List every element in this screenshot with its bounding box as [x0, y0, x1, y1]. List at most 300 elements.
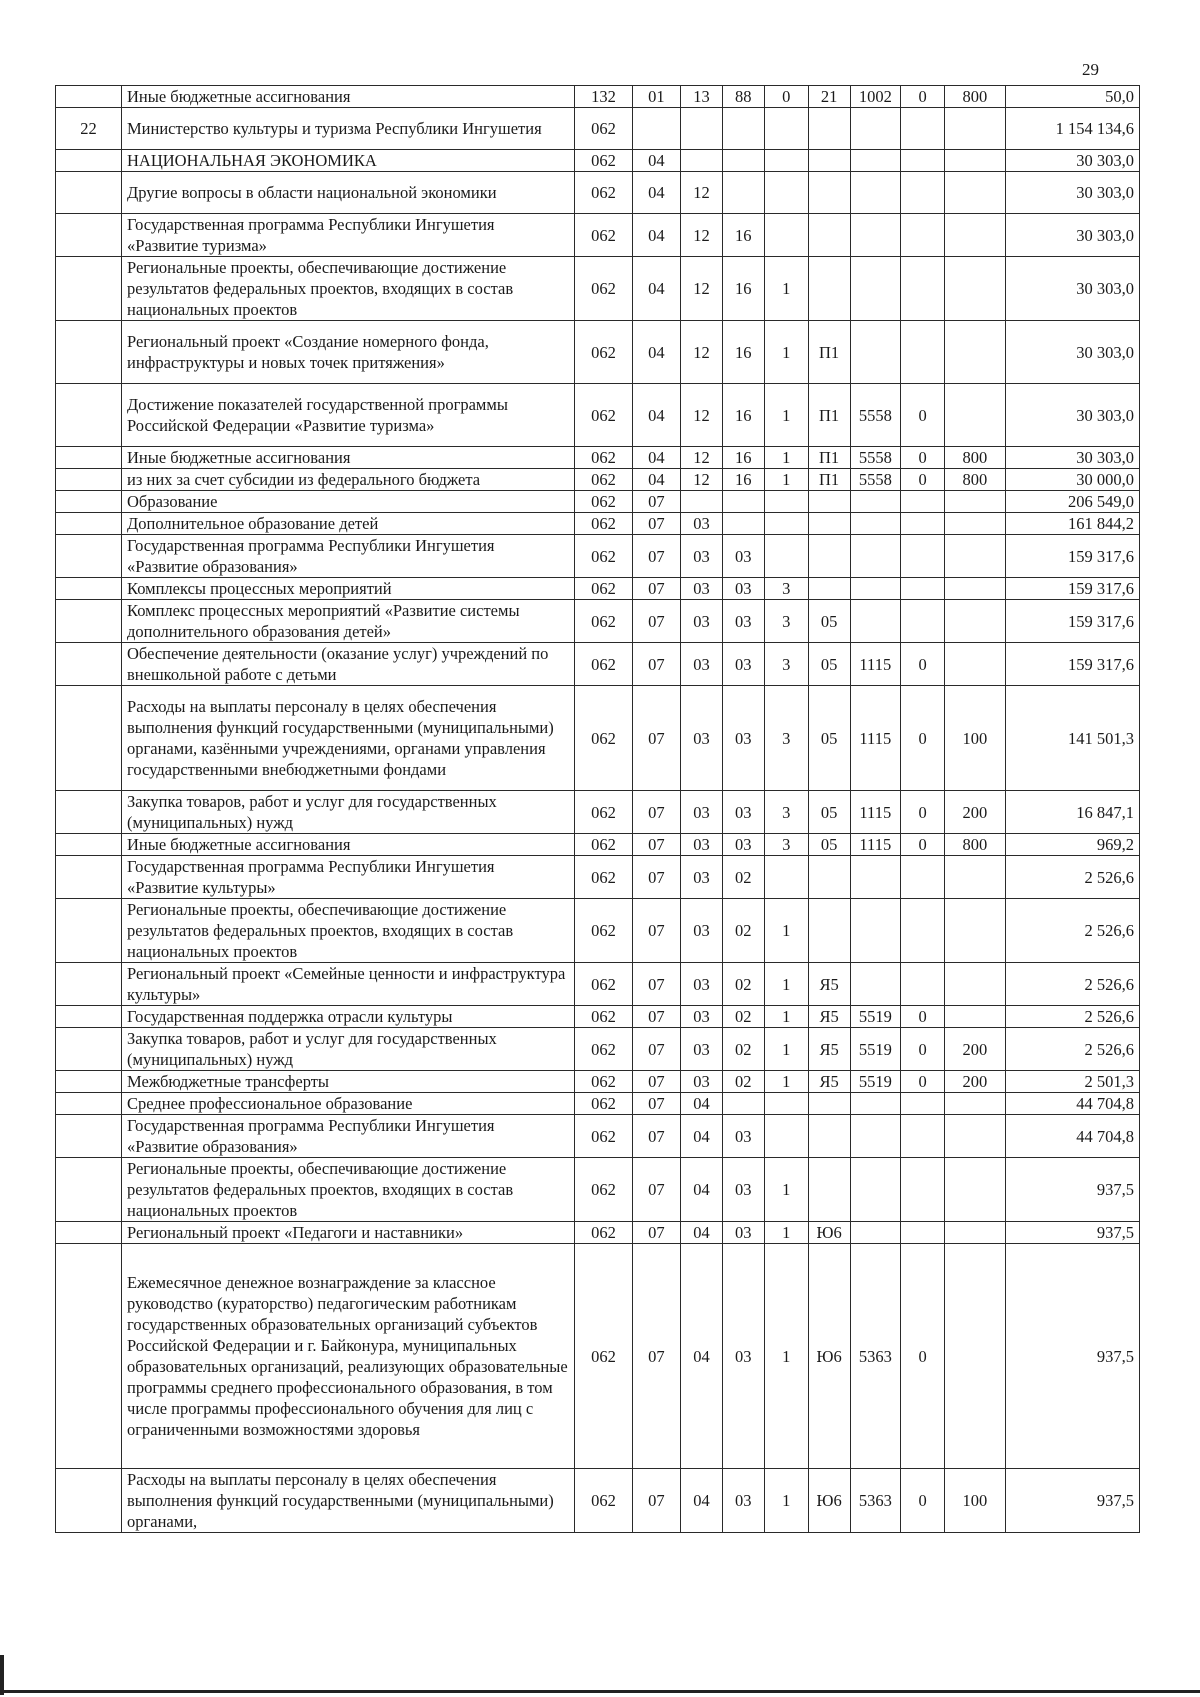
- code-cell: 04: [681, 1244, 723, 1469]
- table-row: [56, 214, 1140, 257]
- code-cell: [901, 1115, 945, 1158]
- table-row: [56, 643, 1140, 686]
- row-name: Достижение показателей государственной программы Российской Федерации «Развитие туризма»: [122, 384, 575, 447]
- code-cell: 5363: [850, 1244, 901, 1469]
- row-name: Государственная программа Республики Ингушетия «Развитие образования»: [122, 535, 575, 578]
- row-index: [56, 1115, 122, 1158]
- row-name: Образование: [122, 491, 575, 513]
- code-cell: 02: [722, 856, 764, 899]
- code-cell: 062: [575, 447, 632, 469]
- code-cell: [808, 535, 850, 578]
- table-row: [56, 108, 1140, 150]
- code-cell: 04: [681, 1093, 723, 1115]
- code-cell: [945, 513, 1006, 535]
- code-cell: 03: [722, 535, 764, 578]
- code-cell: [945, 535, 1006, 578]
- code-cell: [945, 214, 1006, 257]
- code-cell: 0: [764, 86, 808, 108]
- code-cell: [764, 856, 808, 899]
- row-index: [56, 86, 122, 108]
- row-name: Региональный проект «Семейные ценности и инфраструктура культуры»: [122, 963, 575, 1006]
- row-amount: 1 154 134,6: [1005, 108, 1139, 150]
- row-index: [56, 447, 122, 469]
- code-cell: 03: [681, 686, 723, 791]
- code-cell: 062: [575, 214, 632, 257]
- budget-table: [55, 85, 1140, 1533]
- row-name: Расходы на выплаты персоналу в целях обеспечения выполнения функций государственными (муниципальными) органами,: [122, 1469, 575, 1533]
- code-cell: [722, 150, 764, 172]
- code-cell: П1: [808, 321, 850, 384]
- code-cell: 04: [632, 469, 680, 491]
- row-name: Региональные проекты, обеспечивающие достижение результатов федеральных проектов, входящих в состав национальных проектов: [122, 1158, 575, 1222]
- code-cell: 1: [764, 384, 808, 447]
- code-cell: [945, 1158, 1006, 1222]
- code-cell: [850, 172, 901, 214]
- row-name: Межбюджетные трансферты: [122, 1071, 575, 1093]
- code-cell: 062: [575, 257, 632, 321]
- code-cell: 200: [945, 1071, 1006, 1093]
- code-cell: 04: [632, 321, 680, 384]
- row-amount: 159 317,6: [1005, 600, 1139, 643]
- code-cell: [850, 150, 901, 172]
- code-cell: [901, 257, 945, 321]
- code-cell: [808, 257, 850, 321]
- code-cell: [901, 1093, 945, 1115]
- code-cell: [901, 1222, 945, 1244]
- row-name: Региональный проект «Педагоги и наставники»: [122, 1222, 575, 1244]
- code-cell: 1115: [850, 791, 901, 834]
- code-cell: 16: [722, 257, 764, 321]
- code-cell: 03: [681, 513, 723, 535]
- row-index: [56, 469, 122, 491]
- row-index: [56, 491, 122, 513]
- code-cell: [901, 513, 945, 535]
- table-row: [56, 899, 1140, 963]
- row-index: [56, 1071, 122, 1093]
- code-cell: 04: [681, 1222, 723, 1244]
- code-cell: П1: [808, 384, 850, 447]
- row-amount: 30 303,0: [1005, 214, 1139, 257]
- code-cell: [722, 513, 764, 535]
- code-cell: 07: [632, 535, 680, 578]
- row-amount: 30 303,0: [1005, 321, 1139, 384]
- code-cell: 07: [632, 856, 680, 899]
- code-cell: [722, 1093, 764, 1115]
- code-cell: [850, 491, 901, 513]
- row-amount: 2 526,6: [1005, 899, 1139, 963]
- code-cell: 062: [575, 1158, 632, 1222]
- row-index: [56, 899, 122, 963]
- row-amount: 206 549,0: [1005, 491, 1139, 513]
- table-row: [56, 1115, 1140, 1158]
- code-cell: 1: [764, 963, 808, 1006]
- code-cell: 062: [575, 686, 632, 791]
- code-cell: 03: [722, 1158, 764, 1222]
- row-index: [56, 1158, 122, 1222]
- code-cell: 132: [575, 86, 632, 108]
- code-cell: 07: [632, 1071, 680, 1093]
- code-cell: 03: [722, 1469, 764, 1533]
- code-cell: 03: [722, 1244, 764, 1469]
- code-cell: [901, 1158, 945, 1222]
- row-index: [56, 856, 122, 899]
- code-cell: 03: [681, 578, 723, 600]
- code-cell: 03: [681, 791, 723, 834]
- code-cell: 062: [575, 643, 632, 686]
- row-name: Обеспечение деятельности (оказание услуг) учреждений по внешкольной работе с детьми: [122, 643, 575, 686]
- code-cell: [722, 491, 764, 513]
- table-row: [56, 447, 1140, 469]
- code-cell: 03: [722, 834, 764, 856]
- code-cell: [901, 108, 945, 150]
- code-cell: 062: [575, 1469, 632, 1533]
- row-index: 22: [56, 108, 122, 150]
- code-cell: 07: [632, 491, 680, 513]
- code-cell: 1002: [850, 86, 901, 108]
- code-cell: [808, 1093, 850, 1115]
- code-cell: 01: [632, 86, 680, 108]
- code-cell: 13: [681, 86, 723, 108]
- table-row: [56, 1469, 1140, 1533]
- code-cell: 062: [575, 1006, 632, 1028]
- code-cell: 07: [632, 513, 680, 535]
- row-amount: 30 303,0: [1005, 150, 1139, 172]
- row-index: [56, 600, 122, 643]
- row-amount: 159 317,6: [1005, 643, 1139, 686]
- code-cell: [945, 384, 1006, 447]
- row-name: Ежемесячное денежное вознаграждение за классное руководство (кураторство) педагогическим работникам государственных образовательных организаций субъектов Российской Федерации и г. Байконура, муниципальных образовательных организаций, реализующих образовательные программы среднего профессионального образования, в том числе программы профессионального обучения для лиц с ограниченными возможностями здоровья: [122, 1244, 575, 1469]
- code-cell: 062: [575, 834, 632, 856]
- row-index: [56, 1093, 122, 1115]
- code-cell: [945, 150, 1006, 172]
- code-cell: 07: [632, 1006, 680, 1028]
- code-cell: [901, 172, 945, 214]
- code-cell: 062: [575, 963, 632, 1006]
- code-cell: 16: [722, 447, 764, 469]
- code-cell: [850, 321, 901, 384]
- code-cell: 02: [722, 1071, 764, 1093]
- code-cell: 04: [632, 172, 680, 214]
- code-cell: [850, 1093, 901, 1115]
- code-cell: 04: [632, 384, 680, 447]
- code-cell: 16: [722, 321, 764, 384]
- table-row: [56, 86, 1140, 108]
- table-row: [56, 1158, 1140, 1222]
- code-cell: 1: [764, 1071, 808, 1093]
- code-cell: [945, 1222, 1006, 1244]
- row-name: Региональный проект «Создание номерного фонда, инфраструктуры и новых точек притяжения»: [122, 321, 575, 384]
- code-cell: 062: [575, 172, 632, 214]
- code-cell: [808, 150, 850, 172]
- table-row: [56, 1006, 1140, 1028]
- code-cell: 88: [722, 86, 764, 108]
- code-cell: 07: [632, 1469, 680, 1533]
- row-index: [56, 321, 122, 384]
- code-cell: [901, 856, 945, 899]
- code-cell: [945, 321, 1006, 384]
- code-cell: 1: [764, 1028, 808, 1071]
- row-amount: 30 303,0: [1005, 384, 1139, 447]
- row-amount: 937,5: [1005, 1469, 1139, 1533]
- row-index: [56, 513, 122, 535]
- code-cell: 3: [764, 686, 808, 791]
- code-cell: 12: [681, 257, 723, 321]
- code-cell: 16: [722, 469, 764, 491]
- code-cell: 3: [764, 834, 808, 856]
- code-cell: 1: [764, 1244, 808, 1469]
- row-amount: 50,0: [1005, 86, 1139, 108]
- row-index: [56, 1028, 122, 1071]
- table-row: [56, 321, 1140, 384]
- row-index: [56, 1222, 122, 1244]
- code-cell: [945, 1115, 1006, 1158]
- code-cell: [850, 108, 901, 150]
- code-cell: [945, 856, 1006, 899]
- code-cell: 800: [945, 834, 1006, 856]
- row-amount: 937,5: [1005, 1244, 1139, 1469]
- code-cell: [764, 172, 808, 214]
- row-amount: 159 317,6: [1005, 578, 1139, 600]
- code-cell: 5519: [850, 1071, 901, 1093]
- code-cell: [850, 856, 901, 899]
- row-amount: 937,5: [1005, 1222, 1139, 1244]
- row-index: [56, 1006, 122, 1028]
- row-amount: 30 303,0: [1005, 172, 1139, 214]
- code-cell: 03: [722, 578, 764, 600]
- row-index: [56, 643, 122, 686]
- table-row: [56, 578, 1140, 600]
- code-cell: 04: [632, 150, 680, 172]
- code-cell: 1115: [850, 834, 901, 856]
- code-cell: [764, 1115, 808, 1158]
- code-cell: 5363: [850, 1469, 901, 1533]
- code-cell: 062: [575, 321, 632, 384]
- code-cell: [945, 643, 1006, 686]
- code-cell: 800: [945, 469, 1006, 491]
- row-name: Закупка товаров, работ и услуг для государственных (муниципальных) нужд: [122, 791, 575, 834]
- code-cell: 03: [681, 600, 723, 643]
- code-cell: 07: [632, 899, 680, 963]
- code-cell: 5558: [850, 384, 901, 447]
- code-cell: 0: [901, 643, 945, 686]
- code-cell: Я5: [808, 1071, 850, 1093]
- code-cell: [945, 1006, 1006, 1028]
- code-cell: [901, 600, 945, 643]
- budget-table-body: [56, 86, 1140, 1533]
- code-cell: 062: [575, 791, 632, 834]
- code-cell: Я5: [808, 1028, 850, 1071]
- code-cell: 3: [764, 600, 808, 643]
- code-cell: П1: [808, 469, 850, 491]
- code-cell: 16: [722, 214, 764, 257]
- code-cell: [808, 1158, 850, 1222]
- code-cell: 03: [681, 643, 723, 686]
- code-cell: [808, 172, 850, 214]
- code-cell: [901, 578, 945, 600]
- row-amount: 937,5: [1005, 1158, 1139, 1222]
- code-cell: [850, 214, 901, 257]
- code-cell: [850, 963, 901, 1006]
- code-cell: 800: [945, 447, 1006, 469]
- code-cell: [945, 491, 1006, 513]
- code-cell: [808, 856, 850, 899]
- row-index: [56, 535, 122, 578]
- code-cell: [764, 535, 808, 578]
- code-cell: [764, 214, 808, 257]
- code-cell: 0: [901, 384, 945, 447]
- code-cell: 05: [808, 600, 850, 643]
- code-cell: 5519: [850, 1006, 901, 1028]
- row-amount: 2 526,6: [1005, 1028, 1139, 1071]
- code-cell: 07: [632, 600, 680, 643]
- row-amount: 30 303,0: [1005, 447, 1139, 469]
- row-name: Закупка товаров, работ и услуг для государственных (муниципальных) нужд: [122, 1028, 575, 1071]
- code-cell: 12: [681, 172, 723, 214]
- code-cell: 1: [764, 321, 808, 384]
- code-cell: 3: [764, 791, 808, 834]
- table-row: [56, 384, 1140, 447]
- code-cell: 07: [632, 1244, 680, 1469]
- code-cell: 0: [901, 1006, 945, 1028]
- code-cell: 062: [575, 856, 632, 899]
- row-name: Иные бюджетные ассигнования: [122, 447, 575, 469]
- code-cell: 062: [575, 899, 632, 963]
- code-cell: [764, 108, 808, 150]
- code-cell: [764, 1093, 808, 1115]
- code-cell: 0: [901, 1469, 945, 1533]
- code-cell: 200: [945, 791, 1006, 834]
- code-cell: [808, 578, 850, 600]
- code-cell: 03: [681, 1071, 723, 1093]
- code-cell: 0: [901, 469, 945, 491]
- code-cell: 04: [632, 257, 680, 321]
- code-cell: Ю6: [808, 1244, 850, 1469]
- code-cell: 03: [681, 535, 723, 578]
- row-name: Расходы на выплаты персоналу в целях обеспечения выполнения функций государственными (муниципальными) органами, казёнными учреждениями, органами управления государственными внебюджетными фондами: [122, 686, 575, 791]
- code-cell: [850, 1115, 901, 1158]
- row-amount: 969,2: [1005, 834, 1139, 856]
- code-cell: 1115: [850, 686, 901, 791]
- row-name: Комплекс процессных мероприятий «Развитие системы дополнительного образования детей»: [122, 600, 575, 643]
- code-cell: 03: [722, 1222, 764, 1244]
- code-cell: [764, 513, 808, 535]
- table-row: [56, 963, 1140, 1006]
- code-cell: [808, 491, 850, 513]
- code-cell: [850, 257, 901, 321]
- code-cell: 03: [722, 1115, 764, 1158]
- row-name: Министерство культуры и туризма Республики Ингушетия: [122, 108, 575, 150]
- row-name: Другие вопросы в области национальной экономики: [122, 172, 575, 214]
- row-amount: 2 526,6: [1005, 1006, 1139, 1028]
- code-cell: 5558: [850, 469, 901, 491]
- row-index: [56, 257, 122, 321]
- code-cell: [945, 1093, 1006, 1115]
- code-cell: 05: [808, 643, 850, 686]
- code-cell: [945, 600, 1006, 643]
- code-cell: [764, 491, 808, 513]
- code-cell: 03: [681, 1028, 723, 1071]
- code-cell: 16: [722, 384, 764, 447]
- code-cell: 0: [901, 1028, 945, 1071]
- row-name: Среднее профессиональное образование: [122, 1093, 575, 1115]
- code-cell: 1: [764, 1222, 808, 1244]
- row-name: Региональные проекты, обеспечивающие достижение результатов федеральных проектов, входящих в состав национальных проектов: [122, 899, 575, 963]
- code-cell: [945, 963, 1006, 1006]
- row-name: Государственная поддержка отрасли культуры: [122, 1006, 575, 1028]
- code-cell: 02: [722, 963, 764, 1006]
- code-cell: 03: [681, 834, 723, 856]
- row-name: Региональные проекты, обеспечивающие достижение результатов федеральных проектов, входящих в состав национальных проектов: [122, 257, 575, 321]
- code-cell: [945, 172, 1006, 214]
- code-cell: [945, 257, 1006, 321]
- row-name: Государственная программа Республики Ингушетия «Развитие образования»: [122, 1115, 575, 1158]
- code-cell: 03: [681, 963, 723, 1006]
- row-index: [56, 214, 122, 257]
- row-name: Государственная программа Республики Ингушетия «Развитие культуры»: [122, 856, 575, 899]
- row-amount: 30 000,0: [1005, 469, 1139, 491]
- table-row: [56, 1071, 1140, 1093]
- code-cell: 12: [681, 214, 723, 257]
- scan-bottom-line: [0, 1690, 1200, 1693]
- code-cell: [808, 108, 850, 150]
- code-cell: [850, 1222, 901, 1244]
- code-cell: 05: [808, 791, 850, 834]
- code-cell: [850, 899, 901, 963]
- code-cell: Ю6: [808, 1469, 850, 1533]
- code-cell: [901, 491, 945, 513]
- code-cell: 02: [722, 899, 764, 963]
- row-index: [56, 963, 122, 1006]
- scan-edge-mark: [0, 1655, 4, 1695]
- table-row: [56, 469, 1140, 491]
- code-cell: 800: [945, 86, 1006, 108]
- code-cell: 07: [632, 1158, 680, 1222]
- row-name: НАЦИОНАЛЬНАЯ ЭКОНОМИКА: [122, 150, 575, 172]
- row-index: [56, 834, 122, 856]
- row-index: [56, 172, 122, 214]
- code-cell: 0: [901, 686, 945, 791]
- code-cell: 05: [808, 686, 850, 791]
- row-amount: 2 526,6: [1005, 856, 1139, 899]
- code-cell: 12: [681, 447, 723, 469]
- code-cell: [722, 172, 764, 214]
- code-cell: 1: [764, 447, 808, 469]
- code-cell: 0: [901, 1071, 945, 1093]
- code-cell: 03: [722, 686, 764, 791]
- code-cell: [808, 899, 850, 963]
- code-cell: [850, 600, 901, 643]
- code-cell: 07: [632, 1093, 680, 1115]
- code-cell: 100: [945, 1469, 1006, 1533]
- code-cell: [850, 535, 901, 578]
- code-cell: П1: [808, 447, 850, 469]
- table-row: [56, 834, 1140, 856]
- code-cell: 07: [632, 834, 680, 856]
- code-cell: [722, 108, 764, 150]
- code-cell: 07: [632, 791, 680, 834]
- table-row: [56, 1093, 1140, 1115]
- table-row: [56, 600, 1140, 643]
- code-cell: 12: [681, 384, 723, 447]
- code-cell: 12: [681, 321, 723, 384]
- code-cell: 062: [575, 513, 632, 535]
- code-cell: 0: [901, 1244, 945, 1469]
- code-cell: [901, 321, 945, 384]
- code-cell: [808, 214, 850, 257]
- code-cell: 02: [722, 1028, 764, 1071]
- row-name: Государственная программа Республики Ингушетия «Развитие туризма»: [122, 214, 575, 257]
- code-cell: 07: [632, 1115, 680, 1158]
